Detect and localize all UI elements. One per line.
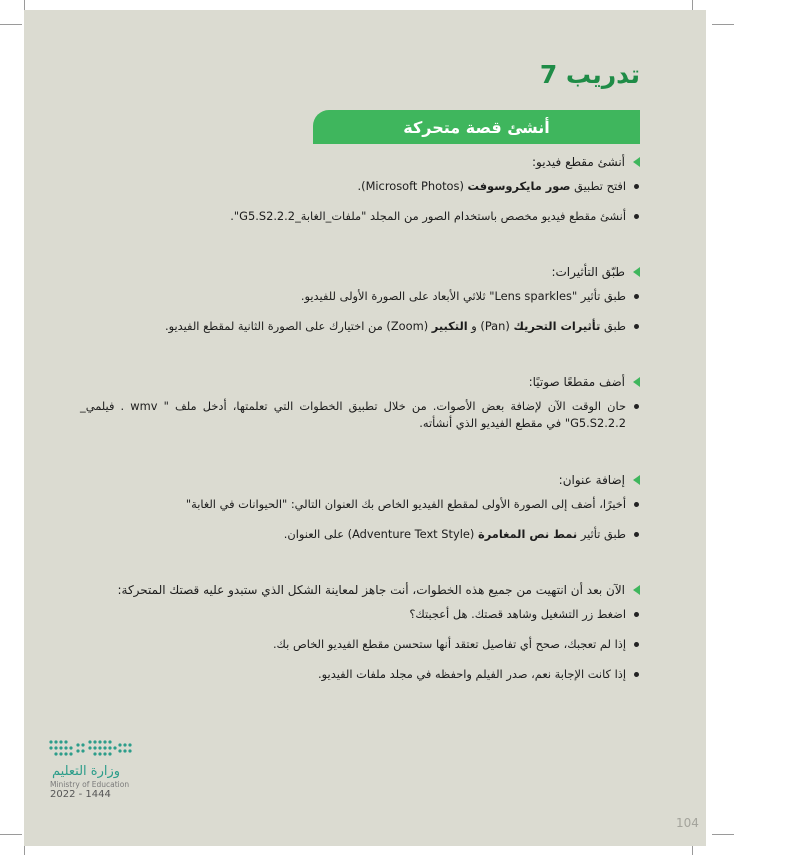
section-heading: طبّق التأثيرات: — [80, 262, 640, 282]
list-item: أخيرًا، أضف إلى الصورة الأولى لمقطع الفيديو الخاص بك العنوان التالي: "الحيوانات في الغابة" — [80, 496, 640, 513]
bullet-list — [80, 398, 640, 432]
bullet-dot-icon — [634, 404, 639, 409]
bullet-list — [80, 288, 640, 335]
crop-mark — [712, 24, 734, 25]
bullet-dot-icon — [634, 612, 639, 617]
triangle-bullet-icon — [633, 157, 640, 167]
triangle-bullet-icon — [633, 377, 640, 387]
section-banner: أنشئ قصة متحركة — [313, 110, 640, 144]
triangle-bullet-icon — [633, 585, 640, 595]
section-preview — [80, 580, 640, 696]
ministry-dots-icon — [48, 738, 134, 760]
list-item: طبق تأثيرات التحريك (Pan) و التكبير (Zoom) من اختيارك على الصورة الثانية لمقطع الفيديو. — [80, 318, 640, 335]
bullet-dot-icon — [634, 532, 639, 537]
section-create-video — [80, 152, 640, 238]
bullet-dot-icon — [634, 214, 639, 219]
list-item: حان الوقت الآن لإضافة بعض الأصوات. من خلال تطبيق الخطوات التي تعلمتها، أدخل ملف " wmv . فيلمي_ G5.S2.2.2" في مقطع الفيديو الذي أنشأته. — [80, 398, 640, 432]
list-item: أنشئ مقطع فيديو مخصص باستخدام الصور من المجلد "ملفات_الغابة_G5.S2.2.2". — [80, 208, 640, 225]
section-add-audio — [80, 372, 640, 445]
ministry-name-ar: وزارة التعليم — [52, 764, 121, 779]
page-number: 104 — [676, 816, 699, 830]
crop-mark — [0, 24, 22, 25]
list-item: افتح تطبيق صور مايكروسوفت (Microsoft Photos). — [80, 178, 640, 195]
bullet-dot-icon — [634, 324, 639, 329]
list-item: إذا لم تعجبك، صحح أي تفاصيل تعتقد أنها ستحسن مقطع الفيديو الخاص بك. — [80, 636, 640, 653]
list-item: إذا كانت الإجابة نعم، صدر الفيلم واحفظه في مجلد ملفات الفيديو. — [80, 666, 640, 683]
bullet-dot-icon — [634, 294, 639, 299]
section-heading: إضافة عنوان: — [80, 470, 640, 490]
textbook-page — [24, 10, 706, 846]
section-heading: أضف مقطعًا صوتيًا: — [80, 372, 640, 392]
bullet-list — [80, 496, 640, 543]
section-apply-effects — [80, 262, 640, 348]
triangle-bullet-icon — [633, 475, 640, 485]
bullet-dot-icon — [634, 184, 639, 189]
ministry-name-en: Ministry of Education — [50, 780, 130, 789]
bullet-dot-icon — [634, 502, 639, 507]
section-add-title — [80, 470, 640, 556]
section-heading: أنشئ مقطع فيديو: — [80, 152, 640, 172]
edition-year: 2022 - 1444 — [50, 789, 111, 800]
bullet-dot-icon — [634, 642, 639, 647]
list-item: طبق تأثير "Lens sparkles" ثلاثي الأبعاد على الصورة الأولى للفيديو. — [80, 288, 640, 305]
page-title: تدريب 7 — [539, 60, 640, 89]
crop-mark — [0, 834, 22, 835]
ministry-logo — [48, 738, 178, 800]
bullet-list — [80, 178, 640, 225]
list-item: طبق تأثير نمط نص المغامرة (Adventure Text Style) على العنوان. — [80, 526, 640, 543]
section-heading: الآن بعد أن انتهيت من جميع هذه الخطوات، أنت جاهز لمعاينة الشكل الذي ستبدو عليه قصتك المتحركة: — [80, 580, 640, 600]
crop-mark — [712, 834, 734, 835]
bullet-dot-icon — [634, 672, 639, 677]
list-item: اضغط زر التشغيل وشاهد قصتك. هل أعجبتك؟ — [80, 606, 640, 623]
bullet-list — [80, 606, 640, 683]
triangle-bullet-icon — [633, 267, 640, 277]
